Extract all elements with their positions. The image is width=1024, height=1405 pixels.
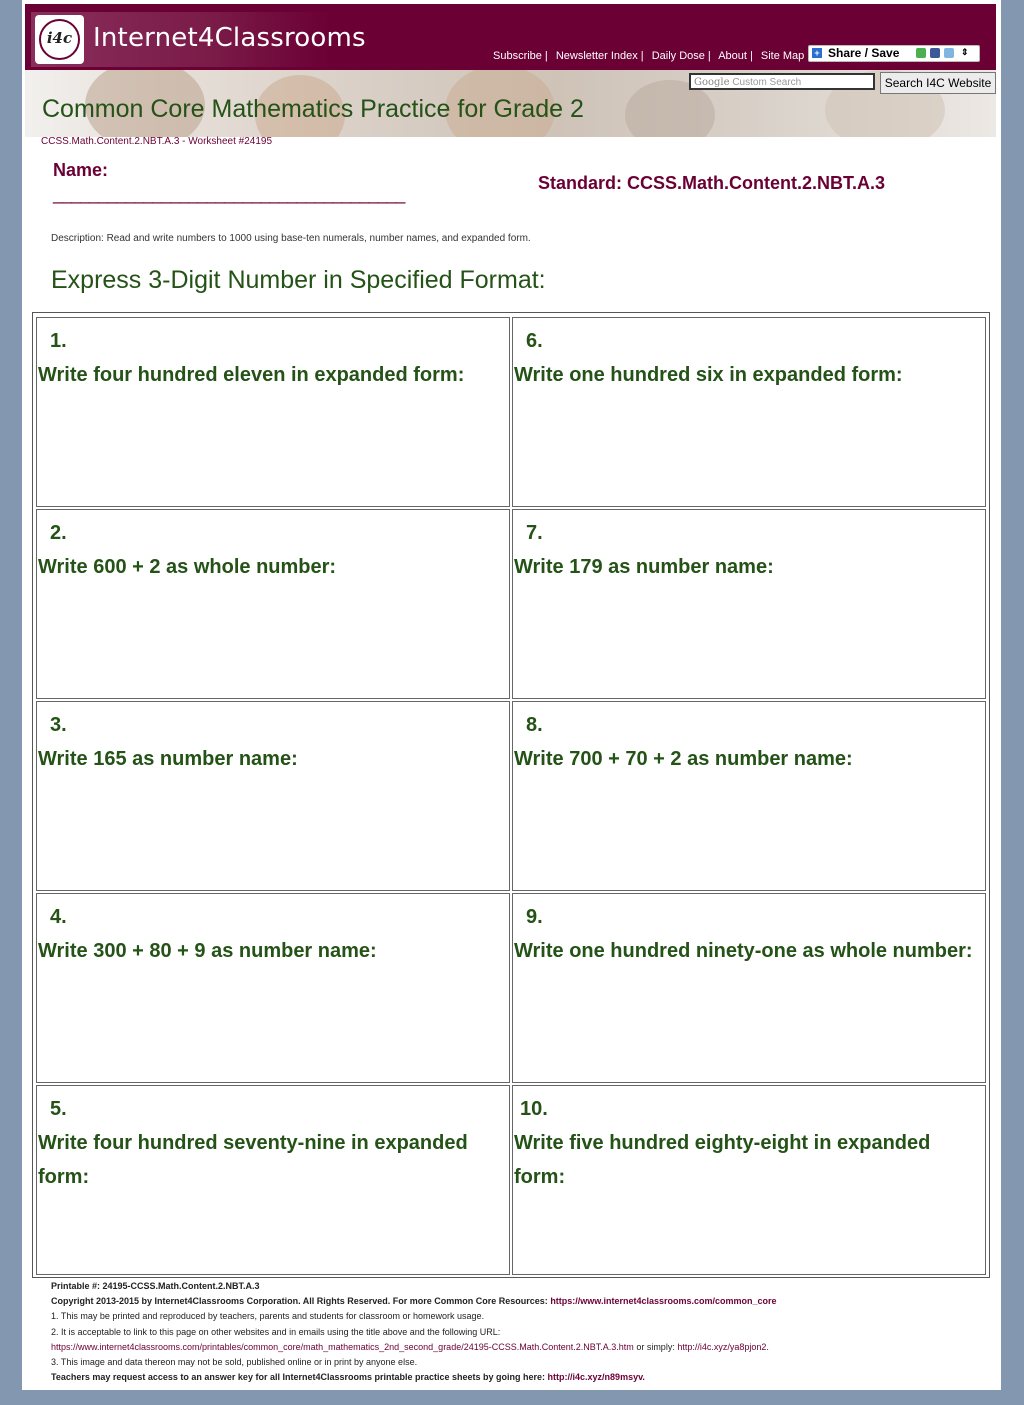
search-input[interactable]: [689, 73, 875, 90]
nav-separator: |: [640, 50, 644, 62]
google-logo: Google: [694, 77, 730, 88]
nav-newsletter-index[interactable]: Newsletter Index: [555, 50, 638, 62]
question-number: 6.: [526, 330, 543, 352]
note-3: 3. This image and data thereon may not be sold, published online or in print by anyone else.: [51, 1356, 418, 1367]
question-cell-8: [512, 701, 986, 891]
page: [22, 0, 1001, 1390]
page-title: Common Core Mathematics Practice for Grade 2: [42, 95, 584, 123]
nav-site-map[interactable]: Site Map: [760, 50, 805, 62]
question-number: 10.: [520, 1098, 548, 1120]
answer-key-link[interactable]: http://i4c.xyz/n89msyv.: [547, 1372, 645, 1383]
nav-separator: |: [707, 50, 711, 62]
copyright: [51, 1296, 991, 1311]
printable-number: Printable #: 24195-CCSS.Math.Content.2.NBT.A.3: [51, 1281, 260, 1291]
question-text: Write four hundred seventy-nine in expanded form:: [38, 1132, 468, 1188]
url-line: [51, 1342, 991, 1357]
footer: [51, 1281, 991, 1387]
question-text: Write five hundred eighty-eight in expanded form:: [514, 1132, 931, 1188]
logo[interactable]: [31, 12, 366, 67]
nav-about[interactable]: About: [718, 50, 747, 62]
nav-subscribe[interactable]: Subscribe: [493, 50, 542, 62]
standard-label: Standard: CCSS.Math.Content.2.NBT.A.3: [538, 173, 886, 193]
search-placeholder: Custom Search: [732, 77, 802, 88]
facebook-icon: [930, 48, 940, 58]
question-cell-6: [512, 317, 986, 507]
question-cell-7: [512, 509, 986, 699]
plus-icon: +: [812, 48, 822, 58]
description: Description: Read and write numbers to 1000 using base-ten numerals, number names, and expanded form.: [51, 233, 531, 244]
question-number: 9.: [526, 906, 543, 928]
question-number: 8.: [526, 714, 543, 736]
share-save-button[interactable]: [808, 45, 980, 62]
question-cell-4: [36, 893, 510, 1083]
question-number: 7.: [526, 522, 543, 544]
question-number: 5.: [50, 1098, 67, 1120]
question-cell-10: [512, 1085, 986, 1275]
email-share-icon: [916, 48, 926, 58]
nav-separator: |: [544, 50, 548, 62]
logo-badge-text: i4c: [46, 29, 73, 47]
question-number: 1.: [50, 330, 67, 352]
question-cell-1: [36, 317, 510, 507]
question-text: Write 300 + 80 + 9 as number name:: [38, 940, 377, 962]
question-number: 4.: [50, 906, 67, 928]
search-button[interactable]: Search I4C Website: [880, 72, 996, 94]
section-title: Express 3-Digit Number in Specified Format:: [51, 266, 546, 294]
question-cell-3: [36, 701, 510, 891]
answer-key-line: [51, 1372, 991, 1387]
question-text: Write 700 + 70 + 2 as number name:: [514, 748, 853, 770]
question-number: 2.: [50, 522, 67, 544]
share-label: Share / Save: [828, 46, 900, 60]
note-1: 1. This may be printed and reproduced by teachers, parents and students for classroom or homework usage.: [51, 1311, 485, 1322]
nav-separator: |: [749, 50, 753, 62]
question-cell-9: [512, 893, 986, 1083]
common-core-link[interactable]: https://www.internet4classrooms.com/common_core: [550, 1296, 777, 1307]
question-number: 3.: [50, 714, 67, 736]
worksheet-url-link[interactable]: https://www.internet4classrooms.com/printables/common_core/math_mathematics_2nd_second_grade/24195-CCSS.Math.Content.2.NBT.A.3.htm: [51, 1341, 634, 1352]
answer-key-text: Teachers may request access to an answer key for all Internet4Classrooms printable practice sheets by going here:: [51, 1372, 546, 1383]
worksheet-id: CCSS.Math.Content.2.NBT.A.3 - Worksheet #24195: [41, 136, 273, 147]
question-text: Write 165 as number name:: [38, 748, 298, 770]
url-or-text: or simply:: [636, 1341, 675, 1352]
question-text: Write 179 as number name:: [514, 556, 774, 578]
copyright-text: Copyright 2013-2015 by Internet4Classrooms Corporation. All Rights Reserved. For more Common Core Resources:: [51, 1296, 548, 1307]
question-text: Write one hundred ninety-one as whole number:: [514, 940, 973, 962]
chevron-updown-icon: ⇕: [961, 47, 969, 57]
logo-badge-icon: [35, 15, 84, 64]
site-header: [25, 4, 996, 70]
top-nav: [493, 50, 804, 62]
question-cell-5: [36, 1085, 510, 1275]
name-line: _______________________________________: [53, 184, 405, 204]
url-end: .: [766, 1341, 769, 1352]
note-2: 2. It is acceptable to link to this page on other websites and in emails using the title above and the following URL:: [51, 1326, 501, 1337]
short-url-link[interactable]: http://i4c.xyz/ya8pjon2: [677, 1341, 767, 1352]
twitter-icon: [944, 48, 954, 58]
name-label: Name:: [53, 160, 109, 180]
question-cell-2: [36, 509, 510, 699]
nav-daily-dose[interactable]: Daily Dose: [651, 50, 705, 62]
logo-text: Internet4Classrooms: [93, 23, 366, 53]
question-text: Write 600 + 2 as whole number:: [38, 556, 337, 578]
question-grid: [32, 312, 990, 1278]
question-text: Write one hundred six in expanded form:: [514, 364, 903, 386]
question-text: Write four hundred eleven in expanded form:: [38, 364, 465, 386]
